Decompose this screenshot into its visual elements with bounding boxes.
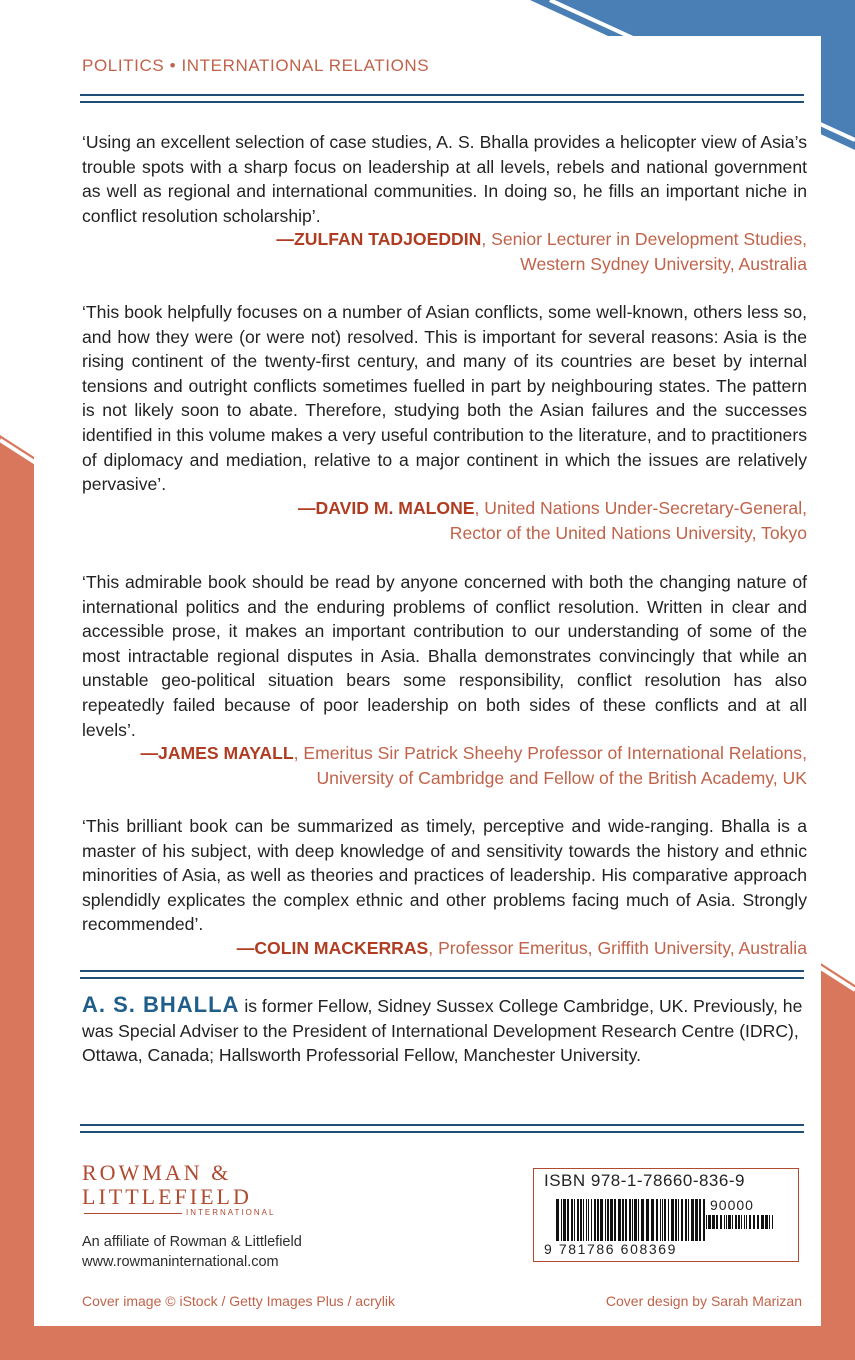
review-attribution-1 <box>276 227 807 276</box>
barcode-icon <box>556 1199 706 1241</box>
reviewer-title: , Senior Lecturer in Development Studies, <box>481 229 807 249</box>
top-rule-1 <box>80 94 804 96</box>
publisher-logo-divider <box>84 1213 182 1214</box>
reviewer-name: —JAMES MAYALL <box>140 743 294 763</box>
review-attribution-4 <box>237 936 807 961</box>
affiliate-text: An affiliate of Rowman & Littlefield <box>82 1234 302 1250</box>
author-bio-text: is former Fellow, Sidney Sussex College Cambridge, UK. Previously, he was Special Adviser to the President of International Development Research Centre (IDRC), Ottawa, Canada; Hallsworth Professorial Fellow, Manchester University. <box>82 996 803 1066</box>
review-attribution-2 <box>298 496 807 545</box>
reviewer-name: —DAVID M. MALONE <box>297 498 475 518</box>
author-name: A. S. BHALLA <box>82 992 240 1017</box>
top-rule-2 <box>80 101 804 103</box>
barcode-addon-digits: 90000 <box>710 1197 754 1213</box>
bio-rule-bottom-1 <box>80 1124 804 1126</box>
barcode-digits: 9 781786 608369 <box>544 1241 677 1257</box>
reviewer-affiliation: Western Sydney University, Australia <box>520 253 807 274</box>
barcode-addon-icon <box>706 1215 776 1229</box>
reviewer-name: —ZULFAN TADJOEDDIN <box>276 229 482 249</box>
reviewer-affiliation: University of Cambridge and Fellow of the British Academy, UK <box>316 767 807 788</box>
publisher-website: www.rowmaninternational.com <box>82 1254 279 1270</box>
publisher-logo-line2: LITTLEFIELD <box>82 1184 252 1209</box>
review-quote-3: ‘This admirable book should be read by anyone concerned with both the changing nature of international politics and the enduring problems of conflict resolution. Written in clear and accessible prose, it makes an important contribution to our understanding of some of the most intractable regional disputes in Asia. Bhalla demonstrates convincingly that while an unstable geo-political situation bears some responsibility, conflict resolution has also repeatedly failed because of poor leadership on both sides of these conflicts and at all levels’. <box>82 572 807 740</box>
author-bio <box>82 993 807 1068</box>
reviewer-affiliation: Rector of the United Nations University, Tokyo <box>449 522 807 543</box>
bio-rule-top-1 <box>80 970 804 972</box>
review-quote-1: ‘Using an excellent selection of case studies, A. S. Bhalla provides a helicopter view of Asia’s trouble spots with a sharp focus on leadership at all levels, rebels and national government as well as regional and international communities. In doing so, he fills an important niche in conflict resolution scholarship’. <box>82 132 807 226</box>
bio-rule-top-2 <box>80 977 804 979</box>
publisher-affiliate <box>82 1232 302 1272</box>
reviewer-title: , Emeritus Sir Patrick Sheehy Professor of International Relations, <box>293 743 807 763</box>
review-attribution-3 <box>140 741 807 790</box>
publisher-logo-line3: INTERNATIONAL <box>186 1208 276 1217</box>
isbn-label: ISBN 978-1-78660-836-9 <box>544 1171 745 1190</box>
category-label: POLITICS • INTERNATIONAL RELATIONS <box>82 56 430 75</box>
cover-image-credit: Cover image © iStock / Getty Images Plus / acrylik <box>82 1293 395 1309</box>
isbn-barcode-box <box>533 1168 799 1262</box>
cover-design-credit: Cover design by Sarah Marizan <box>605 1293 802 1309</box>
publisher-logo <box>82 1160 275 1218</box>
reviewer-title: , Professor Emeritus, Griffith University, Australia <box>428 938 807 958</box>
review-quote-4: ‘This brilliant book can be summarized as timely, perceptive and wide-ranging. Bhalla is a master of his subject, with deep knowledge of and sensitivity towards the history and ethnic minorities of Asia, as well as theories and practices of leadership. His comparative approach splendidly explicates the complex ethnic and other problems facing much of Asia. Strongly recommended’. <box>82 816 807 935</box>
bio-rule-bottom-2 <box>80 1131 804 1133</box>
publisher-logo-line1: ROWMAN & <box>82 1160 232 1185</box>
reviewer-name: —COLIN MACKERRAS <box>236 938 429 958</box>
review-quote-2: ‘This book helpfully focuses on a number of Asian conflicts, some well-known, others less so, and how they were (or were not) resolved. This is important for several reasons: Asia is the rising continent of the twenty-first century, and many of its countries are beset by internal tensions and outright conflicts sometimes fuelled in part by neighbouring states. The pattern is not likely soon to abate. Therefore, studying both the Asian failures and the successes identified in this volume makes a very useful contribution to the literature, and to practitioners of diplomacy and mediation, relative to a major continent in which the issues are relatively pervasive’. <box>82 302 807 495</box>
reviewer-title: , United Nations Under-Secretary-General, <box>474 498 807 518</box>
